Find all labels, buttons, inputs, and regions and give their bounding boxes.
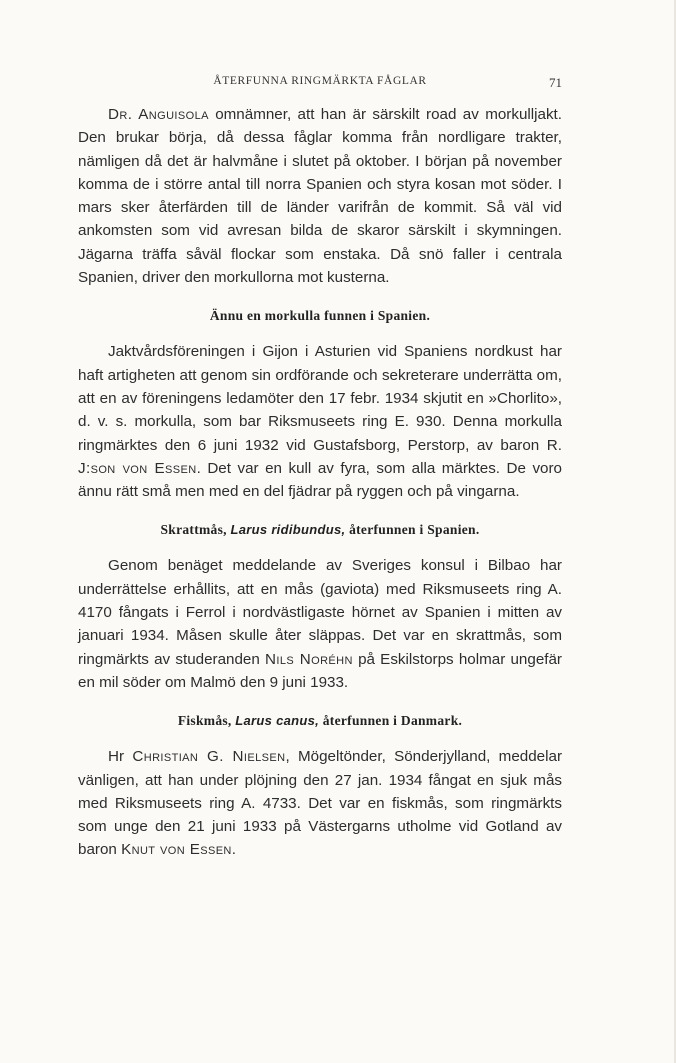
gull-text-b: på Eskilstorps holmar ungefär en mil söder om Malmö den 9 juni 1933. — [78, 650, 562, 691]
common-gull-text-b: , Mögeltönder, Sönderjylland, meddelar vänligen, att han under plöjning den 27 jan. 1934 fångat en sjuk mås med Riksmuseets ring A. 4733. Det var en fiskmås, som ringmärkts som unge den 21 juni 1933 på Västergarns utholme vid Gotland av baron — [78, 748, 562, 859]
page-number: 71 — [549, 75, 562, 90]
heading-latin-name: Larus ridibundus, — [230, 522, 346, 538]
running-header — [78, 75, 562, 91]
gull-paragraph — [78, 554, 562, 694]
heading-common-name: Fiskmås, — [177, 713, 236, 729]
common-gull-text-c: . — [231, 841, 237, 859]
page-content — [78, 103, 562, 862]
running-title: ÅTERFUNNA RINGMÄRKTA FÅGLAR — [213, 75, 427, 87]
heading-common-name: Skrattmås, — [160, 522, 231, 538]
intro-paragraph — [78, 103, 562, 289]
woodcock-text-b: . Det var en kull av fyra, som alla märktes. De voro ännu rätt små men med en del fjädrar på ryggen och på vingarna. — [78, 459, 562, 501]
common-gull-paragraph — [78, 745, 562, 861]
common-gull-text-a: Hr — [108, 748, 133, 766]
woodcock-paragraph — [78, 340, 562, 503]
heading-latin-name: Larus canus, — [235, 713, 320, 729]
heading-rest: återfunnen i Danmark. — [319, 713, 463, 729]
intro-text: omnämner, att han är särskilt road av morkulljakt. Den brukar börja, då dessa fåglar komma från nordligare trakter, nämligen då det är halvmåne i slutet på oktober. I början på november komma de i större antal till norra Spanien och styra kosan mot söder. I mars sker återfärden till de länder varifrån de kommit. Så väl vid ankomsten som vid avresan bilda de skaror särskilt i skymningen. Jägarna träffa såväl flockar som enstaka. Då snö faller i centrala Spanien, driver den morkullorna mot kusterna. — [78, 106, 562, 287]
section-heading-woodcock: Ännu en morkulla funnen i Spanien. — [209, 308, 431, 324]
ringer-name: Nils Noréhn — [265, 650, 353, 668]
finder-name: Christian G. Nielsen — [132, 748, 286, 766]
heading-rest: återfunnen i Spanien. — [345, 522, 480, 538]
author-name: Dr. Anguisola — [108, 106, 209, 123]
ringer-name: Knut von Essen — [121, 841, 232, 859]
section-heading-black-headed-gull — [78, 522, 562, 538]
section-heading-common-gull — [78, 713, 562, 729]
ringer-name: J:son von Essen — [78, 459, 197, 477]
gull-text-a: Genom benäget meddelande av Sveriges konsul i Bilbao har underrättelse erhållits, att en mås (gaviota) med Riksmuseets ring A. 4170 fångats i Ferrol i nordvästligaste hörnet av Spanien i mitten av januari 1934. Måsen skulle åter släppas. Det var en skrattmås, som ringmärkts av studeranden — [78, 557, 562, 668]
woodcock-text-a: Jaktvårdsföreningen i Gijon i Asturien vid Spaniens nordkust har haft artigheten att genom sin ordförande och sekreterare underrätta om, att en av föreningens ledamöter den 17 febr. 1934 skjutit en »Chorlito», d. v. s. morkulla, som bar Riksmuseets ring E. 930. Denna morkulla ringmärktes den 6 juni 1932 vid Gustafsborg, Perstorp, av baron R. — [78, 343, 562, 454]
